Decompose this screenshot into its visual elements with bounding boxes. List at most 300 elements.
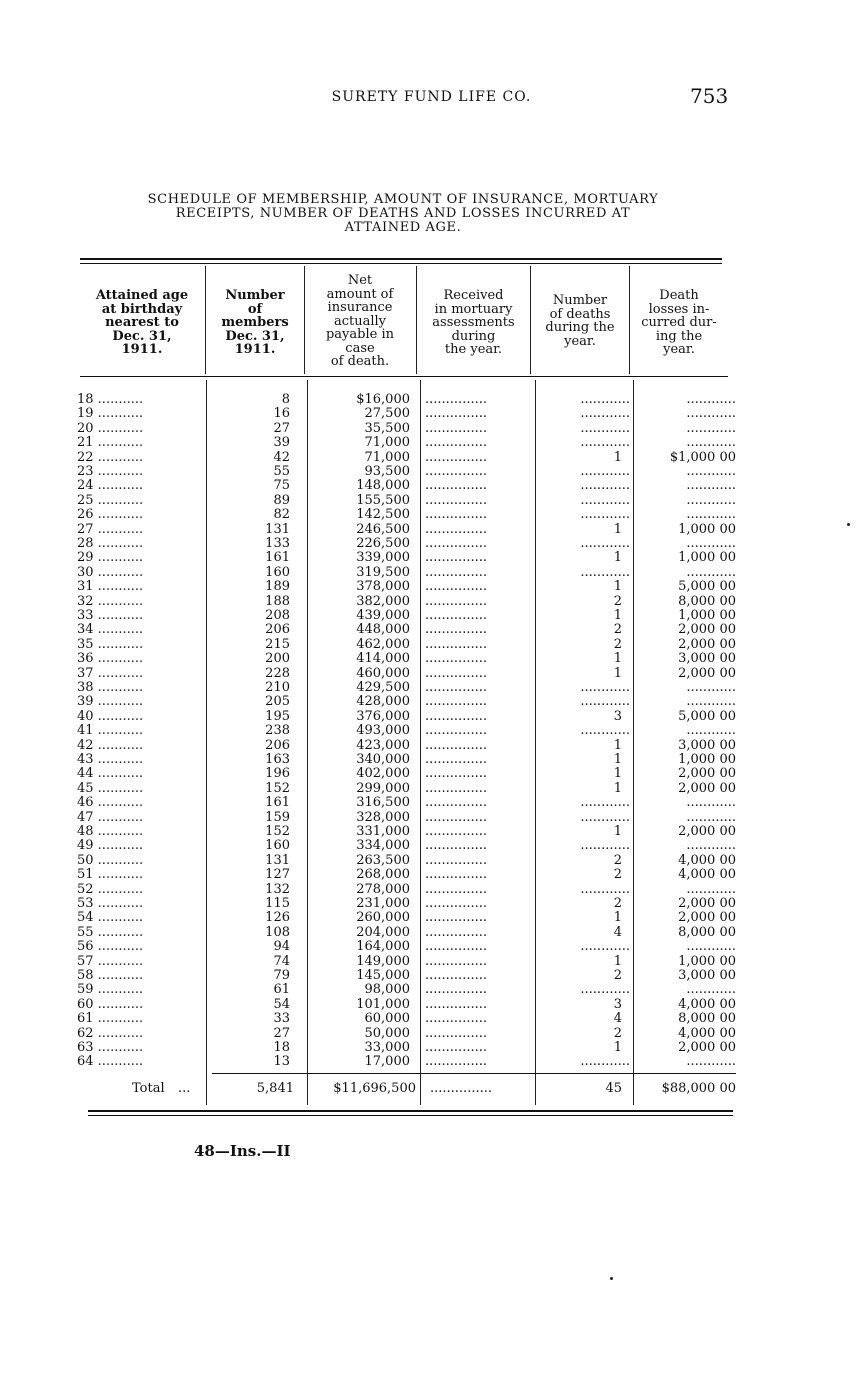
age-value: 36 — [77, 652, 94, 667]
age-value: 30 — [77, 565, 94, 580]
received-leader: ............... — [425, 969, 487, 983]
losses-cell: 2,000 00 — [678, 666, 736, 681]
losses-cell: ............ — [686, 681, 736, 695]
members-cell: 74 — [273, 953, 290, 969]
deaths-cell: ............ — [580, 407, 630, 422]
column-header-amount — [305, 274, 415, 369]
total-deaths: 45 — [605, 1081, 622, 1096]
members-cell: 228 — [265, 665, 290, 681]
column-header-line: assessments — [432, 315, 515, 330]
dot-leader: ........... — [93, 393, 144, 407]
losses-cell: ............ — [686, 436, 736, 451]
members-cell: 238 — [265, 723, 290, 739]
print-speck — [610, 1277, 613, 1280]
amount-cell: 278,000 — [356, 881, 410, 897]
losses-cell: ............ — [686, 882, 736, 897]
age-cell — [77, 681, 202, 696]
column-header-line: Number — [552, 293, 608, 308]
dot-leader: ........... — [93, 652, 144, 667]
table-row — [0, 537, 863, 552]
age-cell — [77, 955, 202, 970]
age-value: 38 — [77, 681, 94, 695]
deaths-cell: ............ — [580, 479, 630, 494]
deaths-cell: 4 — [613, 1012, 622, 1027]
losses-cell: 8,000 00 — [678, 594, 736, 609]
age-value: 49 — [77, 839, 94, 854]
dot-leader: ........... — [93, 493, 144, 508]
deaths-cell: 2 — [613, 637, 622, 652]
age-value: 29 — [77, 551, 94, 566]
column-header-line: Dec. 31, — [112, 328, 172, 344]
received-leader: ............... — [425, 853, 487, 868]
amount-cell: 334,000 — [356, 838, 410, 854]
table-row — [0, 1041, 863, 1056]
losses-cell: ............ — [686, 407, 736, 422]
table-row — [0, 479, 863, 494]
schedule-title-line: ATTAINED AGE. — [344, 220, 462, 235]
members-cell: 206 — [265, 622, 290, 638]
age-value: 45 — [77, 781, 94, 796]
age-value: 35 — [77, 637, 94, 652]
received-leader: ............... — [425, 465, 487, 479]
age-cell — [77, 1041, 202, 1056]
losses-cell: 1,000 00 — [678, 609, 736, 623]
members-cell: 54 — [273, 996, 290, 1012]
age-cell — [77, 926, 202, 941]
losses-cell: 1,000 00 — [678, 551, 736, 566]
total-rule — [212, 1073, 736, 1074]
age-value: 34 — [77, 623, 94, 638]
deaths-cell: ............ — [580, 810, 630, 825]
amount-cell: 98,000 — [364, 982, 410, 998]
amount-cell: 439,000 — [356, 608, 410, 623]
members-cell: 195 — [265, 708, 290, 724]
losses-cell: ............ — [686, 983, 736, 998]
amount-cell: 429,500 — [356, 680, 410, 695]
received-leader: ............... — [425, 609, 487, 623]
age-cell — [77, 1055, 202, 1070]
age-cell — [77, 724, 202, 739]
members-cell: 75 — [273, 478, 290, 494]
losses-cell: ............ — [686, 839, 736, 854]
column-header-line: Death — [659, 288, 699, 303]
deaths-cell: ............ — [580, 796, 630, 811]
age-cell — [77, 868, 202, 883]
table-row — [0, 508, 863, 523]
members-cell: 152 — [265, 780, 290, 796]
amount-cell: 27,500 — [364, 406, 410, 422]
age-value: 21 — [77, 436, 94, 451]
table-row — [0, 494, 863, 509]
members-cell: 152 — [265, 824, 290, 839]
members-cell: 200 — [265, 651, 290, 667]
table-row — [0, 1055, 863, 1070]
members-cell: 18 — [273, 1040, 290, 1055]
column-header-line: curred dur- — [641, 315, 717, 330]
table-row — [0, 451, 863, 466]
members-cell: 210 — [265, 680, 290, 695]
losses-cell: ............ — [686, 421, 736, 436]
total-members: 5,841 — [256, 1081, 294, 1096]
amount-cell: 493,000 — [356, 723, 410, 739]
table-row — [0, 681, 863, 696]
amount-cell: 204,000 — [356, 924, 410, 940]
dot-leader: ........... — [93, 853, 144, 868]
table-row — [0, 1027, 863, 1042]
losses-cell: 2,000 00 — [678, 767, 736, 782]
losses-cell: ............ — [686, 465, 736, 479]
column-header-line: Received — [443, 288, 504, 303]
age-value: 54 — [77, 911, 94, 926]
column-header-line: year. — [663, 342, 695, 357]
deaths-cell: ............ — [580, 465, 630, 479]
table-row — [0, 638, 863, 653]
losses-cell: 2,000 00 — [678, 911, 736, 926]
amount-cell: 428,000 — [356, 694, 410, 710]
schedule-title-line: RECEIPTS, NUMBER OF DEATHS AND LOSSES INCURRED AT — [175, 206, 631, 221]
table-row — [0, 551, 863, 566]
members-cell: 163 — [265, 752, 290, 767]
deaths-cell: 2 — [613, 868, 622, 883]
age-value: 20 — [77, 421, 94, 436]
members-cell: 132 — [265, 881, 290, 897]
amount-cell: 155,500 — [356, 492, 410, 508]
table-row — [0, 523, 863, 538]
age-cell — [77, 638, 202, 653]
table-row — [0, 652, 863, 667]
table-row — [0, 407, 863, 422]
deaths-cell: ............ — [580, 681, 630, 695]
dot-leader: ........... — [93, 781, 144, 796]
losses-cell: ............ — [686, 1055, 736, 1070]
deaths-cell: ............ — [580, 983, 630, 998]
amount-cell: 462,000 — [356, 636, 410, 652]
dot-leader: ........... — [93, 681, 144, 695]
age-cell — [77, 652, 202, 667]
members-cell: 205 — [265, 694, 290, 710]
total-received-leader: ............... — [430, 1081, 492, 1096]
age-cell — [77, 739, 202, 754]
losses-cell: $1,000 00 — [669, 450, 736, 465]
received-leader: ............... — [425, 1055, 487, 1070]
table-row — [0, 998, 863, 1013]
table-row — [0, 580, 863, 595]
deaths-cell: ............ — [580, 508, 630, 523]
deaths-cell: 1 — [613, 911, 622, 926]
table-row — [0, 796, 863, 811]
dot-leader: ........... — [93, 594, 144, 609]
received-leader: ............... — [425, 839, 487, 854]
age-cell — [77, 911, 202, 926]
losses-cell: 1,000 00 — [678, 753, 736, 767]
age-value: 58 — [77, 969, 94, 983]
age-cell — [77, 479, 202, 494]
received-leader: ............... — [425, 882, 487, 897]
age-value: 61 — [77, 1012, 94, 1027]
column-header-line: insurance — [327, 300, 393, 315]
age-cell — [77, 825, 202, 840]
age-cell — [77, 940, 202, 955]
age-value: 44 — [77, 767, 94, 782]
age-cell — [77, 796, 202, 811]
age-cell — [77, 551, 202, 566]
age-cell — [77, 393, 202, 408]
age-cell — [77, 998, 202, 1013]
members-cell: 131 — [265, 521, 290, 537]
amount-cell: 71,000 — [364, 435, 410, 451]
deaths-cell: 3 — [613, 997, 622, 1012]
age-cell — [77, 983, 202, 998]
dot-leader: ........... — [93, 580, 144, 595]
dot-leader: ........... — [93, 983, 144, 998]
losses-cell: ............ — [686, 393, 736, 407]
age-value: 18 — [77, 393, 94, 407]
losses-cell: 3,000 00 — [678, 738, 736, 753]
received-leader: ............... — [425, 623, 487, 638]
deaths-cell: 1 — [613, 753, 622, 767]
table-row — [0, 955, 863, 970]
received-leader: ............... — [425, 767, 487, 782]
members-cell: 115 — [265, 896, 290, 911]
received-leader: ............... — [425, 393, 487, 407]
received-leader: ............... — [425, 407, 487, 422]
table-row — [0, 839, 863, 854]
dot-leader: ........... — [93, 911, 144, 926]
amount-cell: 60,000 — [364, 1011, 410, 1027]
deaths-cell: ............ — [580, 537, 630, 551]
received-leader: ............... — [425, 565, 487, 580]
dot-leader: ........... — [93, 450, 144, 465]
age-cell — [77, 839, 202, 854]
dot-leader: ........... — [93, 637, 144, 652]
dot-leader: ........... — [93, 940, 144, 955]
running-head: SURETY FUND LIFE CO. — [331, 89, 532, 105]
amount-cell: 231,000 — [356, 896, 410, 911]
received-leader: ............... — [425, 738, 487, 753]
table-row — [0, 811, 863, 826]
deaths-cell: 1 — [613, 666, 622, 681]
age-cell — [77, 753, 202, 768]
age-cell — [77, 695, 202, 710]
losses-cell: 2,000 00 — [678, 897, 736, 911]
deaths-cell: 2 — [613, 853, 622, 868]
age-value: 42 — [77, 738, 94, 753]
deaths-cell: 1 — [613, 522, 622, 537]
dot-leader: ........... — [93, 465, 144, 479]
age-value: 47 — [77, 810, 94, 825]
amount-cell: $16,000 — [356, 392, 410, 407]
age-value: 23 — [77, 465, 94, 479]
column-header-line: of deaths — [549, 306, 611, 322]
received-leader: ............... — [425, 825, 487, 839]
losses-cell: 4,000 00 — [678, 868, 736, 883]
dot-leader: ........... — [93, 839, 144, 854]
members-cell: 189 — [265, 579, 290, 595]
table-row — [0, 724, 863, 739]
age-value: 56 — [77, 940, 94, 955]
received-leader: ............... — [425, 522, 487, 537]
age-value: 43 — [77, 753, 94, 767]
amount-cell: 328,000 — [356, 809, 410, 825]
age-cell — [77, 1027, 202, 1042]
deaths-cell: ............ — [580, 882, 630, 897]
total-label: Total — [132, 1081, 165, 1096]
dot-leader: ........... — [93, 897, 144, 911]
amount-cell: 299,000 — [356, 780, 410, 796]
table-row — [0, 595, 863, 610]
members-cell: 160 — [265, 838, 290, 854]
age-cell — [77, 523, 202, 538]
age-value: 57 — [77, 954, 94, 969]
deaths-cell: ............ — [580, 421, 630, 436]
table-row — [0, 911, 863, 926]
dot-leader: ........... — [93, 810, 144, 825]
deaths-cell: 1 — [613, 781, 622, 796]
amount-cell: 331,000 — [356, 824, 410, 839]
members-cell: 61 — [273, 982, 290, 998]
received-leader: ............... — [425, 594, 487, 609]
column-header-received — [417, 289, 530, 357]
received-leader: ............... — [425, 421, 487, 436]
dot-leader: ........... — [93, 753, 144, 767]
deaths-cell: 2 — [613, 594, 622, 609]
age-value: 60 — [77, 997, 94, 1012]
schedule-title — [78, 193, 728, 235]
deaths-cell: 2 — [613, 897, 622, 911]
schedule-title-line: SCHEDULE OF MEMBERSHIP, AMOUNT OF INSURANCE, MORTUARY — [147, 192, 659, 207]
column-header-losses — [630, 289, 728, 357]
dot-leader: ........... — [93, 407, 144, 422]
age-cell — [77, 854, 202, 869]
members-cell: 27 — [273, 420, 290, 436]
amount-cell: 226,500 — [356, 536, 410, 551]
table-row — [0, 667, 863, 682]
losses-cell: 2,000 00 — [678, 781, 736, 796]
age-value: 28 — [77, 537, 94, 551]
amount-cell: 460,000 — [356, 665, 410, 681]
age-value: 53 — [77, 897, 94, 911]
column-header-age — [80, 289, 204, 357]
deaths-cell: ............ — [580, 436, 630, 451]
age-value: 31 — [77, 580, 94, 595]
members-cell: 16 — [273, 406, 290, 422]
age-value: 24 — [77, 479, 94, 494]
table-row — [0, 883, 863, 898]
deaths-cell: ............ — [580, 724, 630, 739]
deaths-cell: ............ — [580, 1055, 630, 1070]
amount-cell: 33,000 — [364, 1040, 410, 1055]
received-leader: ............... — [425, 508, 487, 523]
deaths-cell: 2 — [613, 969, 622, 983]
losses-cell: 4,000 00 — [678, 997, 736, 1012]
deaths-cell: 1 — [613, 551, 622, 566]
age-value: 26 — [77, 508, 94, 523]
received-leader: ............... — [425, 810, 487, 825]
dot-leader: ........... — [93, 825, 144, 839]
amount-cell: 246,500 — [356, 521, 410, 537]
deaths-cell: ............ — [580, 565, 630, 580]
table-row — [0, 854, 863, 869]
age-cell — [77, 407, 202, 422]
column-header-line: actually — [333, 313, 387, 329]
bottom-rule — [88, 1115, 733, 1116]
received-leader: ............... — [425, 652, 487, 667]
table-row — [0, 566, 863, 581]
age-cell — [77, 451, 202, 466]
deaths-cell: 1 — [613, 580, 622, 595]
table-row — [0, 940, 863, 955]
losses-cell: ............ — [686, 508, 736, 523]
members-cell: 206 — [265, 737, 290, 753]
age-cell — [77, 465, 202, 480]
received-leader: ............... — [425, 450, 487, 465]
losses-cell: 3,000 00 — [678, 969, 736, 983]
amount-cell: 145,000 — [356, 968, 410, 983]
losses-cell: 1,000 00 — [678, 954, 736, 969]
dot-leader: ........... — [93, 537, 144, 551]
losses-cell: ............ — [686, 810, 736, 825]
received-leader: ............... — [425, 1026, 487, 1041]
table-row — [0, 983, 863, 998]
column-header-line: amount of — [326, 286, 394, 302]
losses-cell: ............ — [686, 479, 736, 494]
age-cell — [77, 422, 202, 437]
losses-cell: ............ — [686, 724, 736, 739]
members-cell: 126 — [265, 910, 290, 926]
dot-leader: ........... — [93, 666, 144, 681]
age-cell — [77, 494, 202, 509]
amount-cell: 17,000 — [364, 1054, 410, 1070]
age-value: 41 — [77, 724, 94, 739]
table-row — [0, 767, 863, 782]
table-top-rule — [80, 263, 722, 264]
losses-cell: 8,000 00 — [678, 925, 736, 940]
received-leader: ............... — [425, 753, 487, 767]
print-speck — [847, 523, 850, 526]
dot-leader: ........... — [93, 767, 144, 782]
received-leader: ............... — [425, 997, 487, 1012]
received-leader: ............... — [425, 954, 487, 969]
dot-leader: ........... — [93, 709, 144, 724]
dot-leader: ........... — [93, 421, 144, 436]
losses-cell: 3,000 00 — [678, 652, 736, 667]
received-leader: ............... — [425, 493, 487, 508]
age-value: 19 — [77, 407, 94, 422]
age-value: 55 — [77, 925, 94, 940]
total-losses: $88,000 00 — [661, 1081, 736, 1096]
losses-cell: ............ — [686, 940, 736, 955]
age-cell — [77, 623, 202, 638]
received-leader: ............... — [425, 479, 487, 494]
amount-cell: 448,000 — [356, 622, 410, 638]
age-value: 59 — [77, 983, 94, 998]
members-cell: 42 — [273, 449, 290, 465]
deaths-cell: 3 — [613, 709, 622, 724]
deaths-cell: ............ — [580, 695, 630, 710]
deaths-cell: ............ — [580, 940, 630, 955]
age-value: 50 — [77, 853, 94, 868]
column-header-line: in mortuary — [434, 301, 513, 317]
dot-leader: ........... — [93, 551, 144, 566]
table-row — [0, 623, 863, 638]
age-cell — [77, 897, 202, 912]
age-cell — [77, 537, 202, 552]
deaths-cell: ............ — [580, 393, 630, 407]
deaths-cell: 1 — [613, 954, 622, 969]
age-cell — [77, 436, 202, 451]
bottom-rule — [88, 1110, 733, 1112]
age-cell — [77, 609, 202, 624]
